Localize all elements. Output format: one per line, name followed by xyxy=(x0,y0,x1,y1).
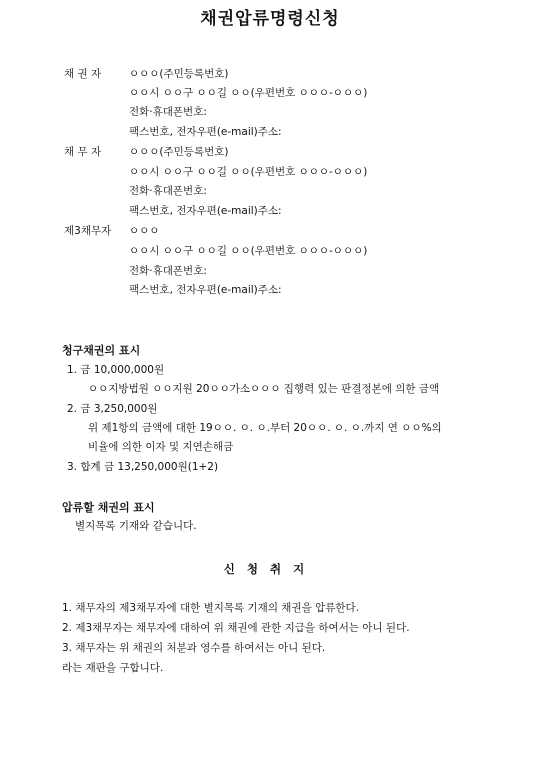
third-debtor-name: ㅇㅇㅇ xyxy=(129,225,160,237)
creditor-label: 채 권 자 xyxy=(64,68,102,80)
purpose-line-4: 라는 재판을 구합니다. xyxy=(62,662,164,674)
creditor-address: ㅇㅇ시 ㅇㅇ구 ㅇㅇ길 ㅇㅇ(우편번호 ㅇㅇㅇ-ㅇㅇㅇ) xyxy=(129,87,368,99)
purpose-line-2: 2. 제3채무자는 채무자에 대하여 위 채권에 관한 지급을 하여서는 아니 된다. xyxy=(62,622,410,634)
purpose-heading: 신청취지 xyxy=(223,562,317,576)
claim-item-1-detail: ㅇㅇ지방법원 ㅇㅇ지원 20ㅇㅇ가소ㅇㅇㅇ 집행력 있는 판결정본에 의한 금액 xyxy=(88,383,440,395)
claim-item-2-detail-1: 위 제1항의 금액에 대한 19ㅇㅇ. ㅇ. ㅇ.부터 20ㅇㅇ. ㅇ. ㅇ.까지 연 ㅇㅇ%의 xyxy=(88,422,442,434)
seize-text: 별지목록 기재와 같습니다. xyxy=(75,520,197,532)
document-title: 채권압류명령신청 xyxy=(200,9,340,29)
debtor-name: ㅇㅇㅇ(주민등록번호) xyxy=(129,146,229,158)
debtor-address: ㅇㅇ시 ㅇㅇ구 ㅇㅇ길 ㅇㅇ(우편번호 ㅇㅇㅇ-ㅇㅇㅇ) xyxy=(129,166,368,178)
third-debtor-phone: 전화·휴대폰번호: xyxy=(129,265,207,277)
seize-heading: 압류할 채권의 표시 xyxy=(62,501,155,514)
purpose-line-1: 1. 채무자의 제3채무자에 대한 별지목록 기재의 채권을 압류한다. xyxy=(62,602,359,614)
claim-item-2: 2. 금 3,250,000원 xyxy=(67,403,158,415)
creditor-phone: 전화·휴대폰번호: xyxy=(129,106,207,118)
creditor-name: ㅇㅇㅇ(주민등록번호) xyxy=(129,68,229,80)
purpose-line-3: 3. 채무자는 위 채권의 처분과 영수를 하여서는 아니 된다. xyxy=(62,642,326,654)
claim-heading: 청구채권의 표시 xyxy=(62,344,141,357)
claim-item-1: 1. 금 10,000,000원 xyxy=(67,364,165,376)
creditor-fax: 팩스번호, 전자우편(e-mail)주소: xyxy=(129,126,282,138)
third-debtor-address: ㅇㅇ시 ㅇㅇ구 ㅇㅇ길 ㅇㅇ(우편번호 ㅇㅇㅇ-ㅇㅇㅇ) xyxy=(129,245,368,257)
debtor-phone: 전화·휴대폰번호: xyxy=(129,185,207,197)
debtor-label: 채 무 자 xyxy=(64,146,102,158)
debtor-fax: 팩스번호, 전자우편(e-mail)주소: xyxy=(129,205,282,217)
third-debtor-label: 제3채무자 xyxy=(64,225,112,237)
claim-item-3: 3. 합계 금 13,250,000원(1+2) xyxy=(67,461,219,473)
third-debtor-fax: 팩스번호, 전자우편(e-mail)주소: xyxy=(129,284,282,296)
claim-item-2-detail-2: 비율에 의한 이자 및 지연손해금 xyxy=(88,441,234,453)
